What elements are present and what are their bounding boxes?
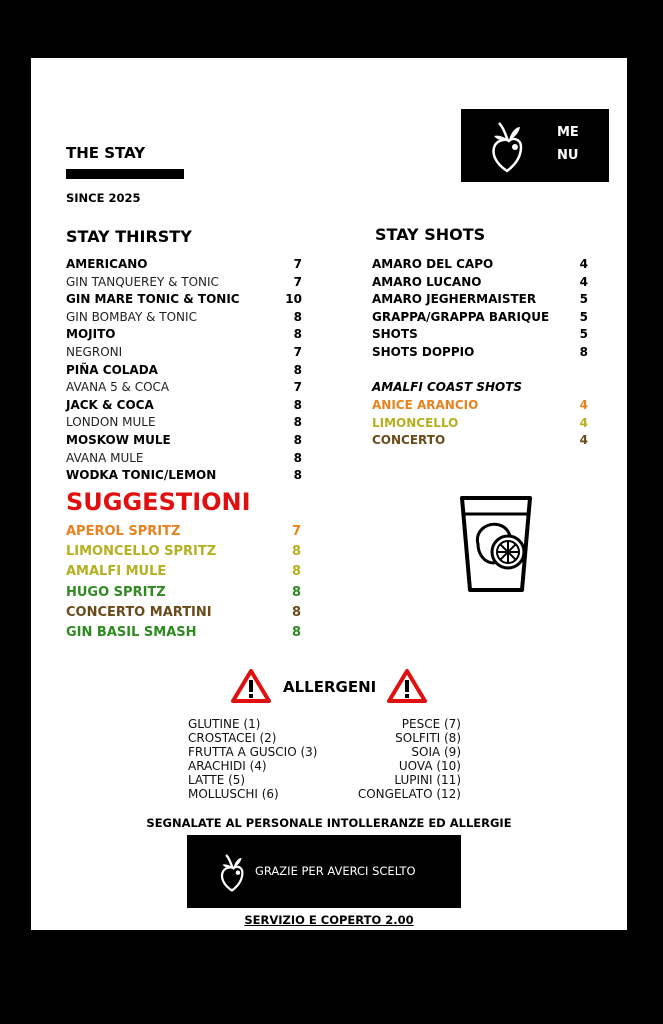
allergens-header bbox=[231, 668, 431, 708]
amalfi-shot-item bbox=[372, 432, 588, 450]
drink-item bbox=[66, 397, 302, 415]
allergen-item: CONGELATO (12) bbox=[357, 787, 461, 801]
drink-item-price: 8 bbox=[293, 309, 302, 324]
shot-item bbox=[372, 326, 588, 344]
drink-item bbox=[66, 344, 302, 362]
shot-item-price: 5 bbox=[579, 327, 588, 342]
allergy-notice: SEGNALATE AL PERSONALE INTOLLERANZE ED ALLERGIE bbox=[146, 816, 512, 830]
drink-item bbox=[66, 450, 302, 468]
amalfi-shot-item bbox=[372, 415, 588, 433]
menu-page bbox=[31, 58, 627, 930]
drink-item-price: 8 bbox=[293, 468, 302, 483]
suggestion-item-name: GIN BASIL SMASH bbox=[66, 624, 197, 640]
drink-item bbox=[66, 414, 302, 432]
suggestion-item bbox=[66, 603, 306, 623]
shot-item bbox=[372, 256, 588, 274]
allergen-item: MOLLUSCHI (6) bbox=[188, 787, 279, 801]
suggestion-item-price: 8 bbox=[292, 604, 302, 620]
drinks-title: STAY THIRSTY bbox=[66, 227, 192, 246]
suggestion-item-name: AMALFI MULE bbox=[66, 564, 167, 580]
suggestion-item-price: 8 bbox=[292, 624, 302, 640]
drink-item-name: JACK & COCA bbox=[66, 397, 154, 412]
allergen-item: FRUTTA A GUSCIO (3) bbox=[188, 745, 318, 759]
thanks-text: GRAZIE PER AVERCI SCELTO bbox=[255, 864, 416, 878]
shot-item-name: SHOTS bbox=[372, 327, 418, 342]
amalfi-shot-item bbox=[372, 397, 588, 415]
menu-word-1: ME bbox=[557, 125, 579, 140]
drink-item-price: 8 bbox=[293, 432, 302, 447]
drink-item bbox=[66, 432, 302, 450]
drink-item-price: 8 bbox=[293, 362, 302, 377]
allergens-left-column bbox=[188, 717, 317, 801]
amalfi-shot-item-name: ANICE ARANCIO bbox=[372, 398, 479, 412]
drink-item-price: 8 bbox=[293, 415, 302, 430]
allergen-item: SOIA (9) bbox=[411, 745, 461, 759]
amalfi-shot-item-price: 4 bbox=[579, 433, 588, 448]
drink-item-name: AVANA 5 & COCA bbox=[66, 380, 170, 395]
shot-item-price: 5 bbox=[579, 309, 588, 324]
shot-item-name: AMARO LUCANO bbox=[372, 274, 482, 289]
drink-item bbox=[66, 379, 302, 397]
suggestion-item bbox=[66, 623, 306, 643]
drink-item-name: WODKA TONIC/LEMON bbox=[66, 468, 217, 483]
drink-item bbox=[66, 291, 302, 309]
shot-item-name: AMARO DEL CAPO bbox=[372, 257, 494, 271]
allergens-title: ALLERGENI bbox=[283, 678, 377, 696]
drink-item-name: GIN TANQUEREY & TONIC bbox=[66, 274, 219, 289]
drink-item-name: AVANA MULE bbox=[66, 450, 144, 465]
suggestion-item-price: 8 bbox=[292, 564, 302, 580]
shot-item bbox=[372, 344, 588, 362]
carrot-leaf-icon bbox=[487, 119, 527, 173]
suggestion-item-name: APEROL SPRITZ bbox=[66, 524, 181, 539]
suggestion-item bbox=[66, 583, 306, 603]
drink-item bbox=[66, 326, 302, 344]
drink-item-name: LONDON MULE bbox=[66, 415, 156, 430]
drink-item bbox=[66, 467, 302, 485]
suggestion-item bbox=[66, 542, 306, 562]
drink-item bbox=[66, 309, 302, 327]
drink-item-price: 7 bbox=[293, 380, 302, 395]
carrot-leaf-icon bbox=[217, 852, 247, 892]
service-charge: SERVIZIO E COPERTO 2.00 bbox=[244, 913, 414, 927]
shot-item bbox=[372, 274, 588, 292]
drinks-list bbox=[66, 256, 302, 485]
allergen-item: CROSTACEI (2) bbox=[188, 731, 277, 745]
drink-item-name: NEGRONI bbox=[66, 344, 123, 359]
drink-item-price: 8 bbox=[293, 397, 302, 412]
allergen-item: PESCE (7) bbox=[401, 717, 461, 731]
shot-item-name: AMARO JEGHERMAISTER bbox=[372, 292, 537, 307]
drink-item-name: PIÑA COLADA bbox=[66, 362, 158, 377]
allergen-item: ARACHIDI (4) bbox=[188, 759, 267, 773]
shot-item-price: 5 bbox=[579, 292, 588, 307]
drink-item-price: 7 bbox=[293, 344, 302, 359]
suggestion-item-price: 7 bbox=[292, 524, 302, 539]
shot-item bbox=[372, 309, 588, 327]
allergen-item: LATTE (5) bbox=[188, 773, 246, 787]
amalfi-shot-item-name: CONCERTO bbox=[372, 433, 446, 448]
amalfi-shot-item-name: LIMONCELLO bbox=[372, 415, 459, 430]
drink-item bbox=[66, 274, 302, 292]
drink-item-name: GIN MARE TONIC & TONIC bbox=[66, 292, 240, 307]
drink-item-price: 7 bbox=[293, 257, 302, 271]
suggestion-item-price: 8 bbox=[292, 544, 302, 560]
suggestion-item-name: CONCERTO MARTINI bbox=[66, 604, 212, 620]
menu-word-2: NU bbox=[557, 148, 579, 163]
suggestions-list bbox=[66, 522, 306, 643]
allergens-right-column bbox=[331, 717, 461, 801]
amalfi-list bbox=[372, 397, 588, 450]
lemon-glass-icon bbox=[456, 490, 536, 596]
drink-item-name: MOSKOW MULE bbox=[66, 432, 171, 447]
drink-item-name: AMERICANO bbox=[66, 257, 148, 271]
drink-item bbox=[66, 362, 302, 380]
since-label: SINCE 2025 bbox=[66, 191, 141, 205]
amalfi-shot-item-price: 4 bbox=[579, 415, 588, 430]
drink-item-name: MOJITO bbox=[66, 327, 116, 342]
suggestion-item-name: HUGO SPRITZ bbox=[66, 584, 166, 600]
drink-item-name: GIN BOMBAY & TONIC bbox=[66, 309, 197, 324]
suggestion-item bbox=[66, 562, 306, 582]
allergen-item: SOLFITI (8) bbox=[395, 731, 461, 745]
drink-item bbox=[66, 256, 302, 274]
drink-item-price: 8 bbox=[293, 450, 302, 465]
brand-name: THE STAY bbox=[66, 144, 146, 162]
allergen-item: LUPINI (11) bbox=[394, 773, 461, 787]
suggestions-title: SUGGESTIONI bbox=[66, 488, 251, 516]
shots-title: STAY SHOTS bbox=[375, 225, 486, 244]
shot-item-price: 4 bbox=[579, 274, 588, 289]
shot-item-name: SHOTS DOPPIO bbox=[372, 344, 475, 359]
brand-underline bbox=[66, 169, 184, 179]
amalfi-title: AMALFI COAST SHOTS bbox=[372, 380, 523, 394]
menu-badge bbox=[461, 109, 609, 182]
suggestion-item bbox=[66, 522, 306, 542]
shot-item-price: 4 bbox=[579, 257, 588, 271]
drink-item-price: 8 bbox=[293, 327, 302, 342]
warning-triangle-icon bbox=[231, 668, 271, 704]
shot-item-name: GRAPPA/GRAPPA BARIQUE bbox=[372, 309, 550, 324]
drink-item-price: 7 bbox=[293, 274, 302, 289]
shots-list bbox=[372, 256, 588, 362]
allergen-item: UOVA (10) bbox=[398, 759, 461, 773]
suggestion-item-name: LIMONCELLO SPRITZ bbox=[66, 544, 217, 560]
warning-triangle-icon bbox=[387, 668, 427, 704]
amalfi-shot-item-price: 4 bbox=[579, 398, 588, 412]
drink-item-price: 10 bbox=[285, 292, 302, 307]
suggestion-item-price: 8 bbox=[292, 584, 302, 600]
thanks-banner bbox=[187, 835, 461, 908]
shot-item bbox=[372, 291, 588, 309]
shot-item-price: 8 bbox=[579, 344, 588, 359]
allergen-item: GLUTINE (1) bbox=[188, 717, 261, 731]
